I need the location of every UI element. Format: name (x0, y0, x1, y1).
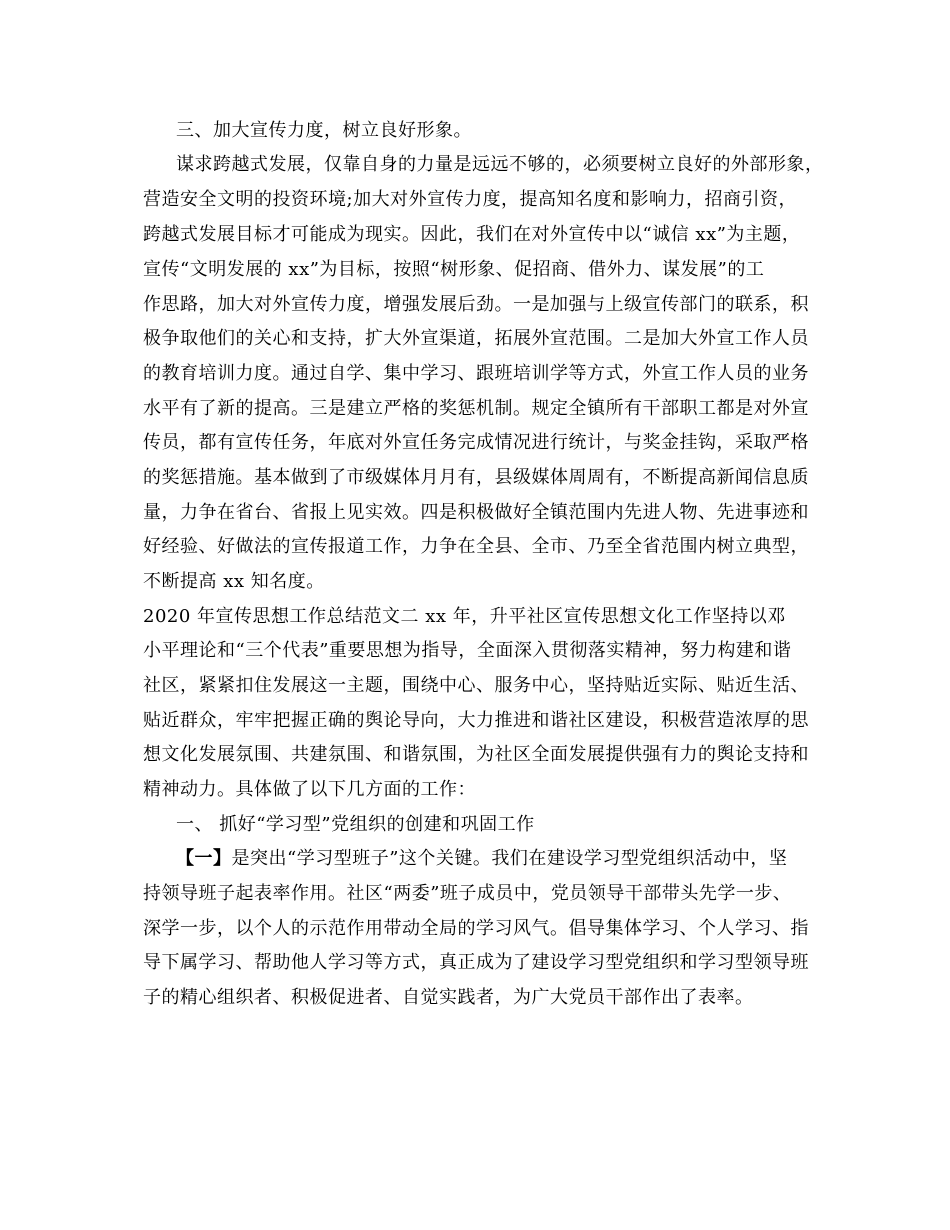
paragraph-line: 的奖惩措施。基本做到了市级媒体月月有，县级媒体周周有，不断提高新闻信息质 (143, 467, 809, 488)
paragraph-line: 想文化发展氛围、共建氛围、和谐氛围，为社区全面发展提供强有力的舆论支持和 (143, 744, 809, 765)
paragraph-line: 2020 年宣传思想工作总结范文二 xx 年，升平社区宣传思想文化工作坚持以邓 (143, 606, 786, 627)
paragraph-line-first (176, 848, 787, 870)
paragraph-line: 深学一步，以个人的示范作用带动全局的学习风气。倡导集体学习、个人学习、指 (143, 918, 809, 939)
paragraph-line: 好经验、好做法的宣传报道工作，力争在全县、全市、乃至全省范围内树立典型， (143, 536, 809, 557)
paragraph-line: 持领导班子起表率作用。社区“两委”班子成员中，党员领导干部带头先学一步、 (143, 883, 792, 904)
paragraph-line: 子的精心组织者、积极促进者、自觉实践者，为广大党员干部作出了表率。 (143, 987, 754, 1008)
paragraph-line: 不断提高 xx 知名度。 (143, 571, 325, 592)
section-heading-1: 一、 抓好“学习型”党组织的创建和巩固工作 (176, 814, 535, 835)
paragraph-line: 水平有了新的提高。三是建立严格的奖惩机制。规定全镇所有干部职工都是对外宣 (143, 398, 809, 419)
paragraph-line: 跨越式发展目标才可能成为现实。因此，我们在对外宣传中以“诚信 xx”为主题， (143, 224, 801, 245)
paragraph-line: 作思路，加大对外宣传力度，增强发展后劲。一是加强与上级宣传部门的联系，积 (143, 294, 809, 315)
paragraph-line: 社区，紧紧扣住发展这一主题，围绕中心、服务中心，坚持贴近实际、贴近生活、 (143, 675, 809, 696)
paragraph-line: 传员，都有宣传任务，年底对外宣任务完成情况进行统计，与奖金挂钩，采取严格 (143, 432, 809, 453)
paragraph-line-text: 是突出“学习型班子”这个关键。我们在建设学习型党组织活动中，坚 (231, 848, 788, 869)
paragraph-line: 宣传“文明发展的 xx”为目标，按照“树形象、促招商、借外力、谋发展”的工 (143, 259, 765, 280)
paragraph-line: 量，力争在省台、省报上见实效。四是积极做好全镇范围内先进人物、先进事迹和 (143, 502, 809, 523)
paragraph-line: 小平理论和“三个代表”重要思想为指导，全面深入贯彻落实精神，努力构建和谐 (143, 640, 792, 661)
paragraph-line: 的教育培训力度。通过自学、集中学习、跟班培训学等方式，外宣工作人员的业务 (143, 363, 809, 384)
section-heading-3: 三、加大宣传力度，树立良好形象。 (176, 120, 472, 141)
bracket-marker: 【一】 (176, 848, 232, 869)
paragraph-line: 精神动力。具体做了以下几方面的工作： (143, 779, 476, 800)
paragraph-line: 导下属学习、帮助他人学习等方式，真正成为了建设学习型党组织和学习型领导班 (143, 952, 809, 973)
paragraph-line: 营造安全文明的投资环境;加大对外宣传力度，提高知名度和影响力，招商引资， (143, 189, 798, 210)
paragraph-line: 极争取他们的关心和支持，扩大外宣渠道，拓展外宣范围。二是加大外宣工作人员 (143, 328, 809, 349)
paragraph-line: 贴近群众，牢牢把握正确的舆论导向，大力推进和谐社区建设，积极营造浓厚的思 (143, 710, 809, 731)
paragraph-line: 谋求跨越式发展，仅靠自身的力量是远远不够的，必须要树立良好的外部形象， (176, 154, 824, 175)
